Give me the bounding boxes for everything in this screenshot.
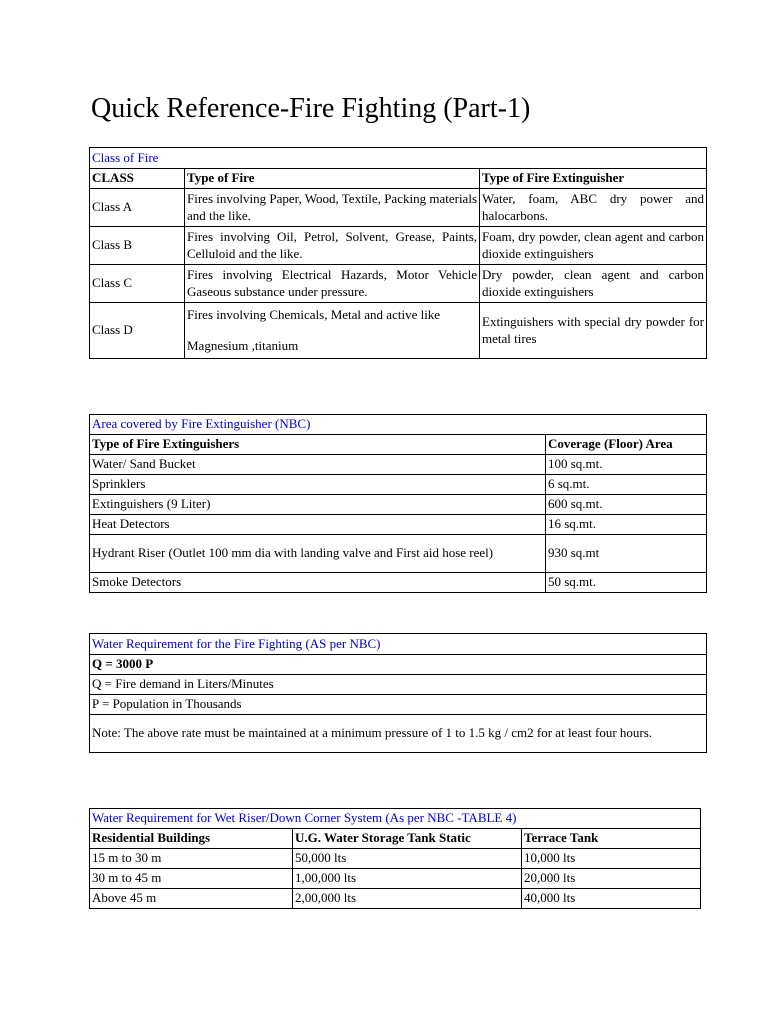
table-row	[90, 715, 707, 753]
definition-cell: P = Population in Thousands	[90, 695, 707, 715]
table-row	[90, 265, 707, 303]
wet-riser-table	[89, 808, 701, 909]
ug-tank-cell: 2,00,000 lts	[293, 889, 522, 909]
height-range-cell: Above 45 m	[90, 889, 293, 909]
table-row	[90, 303, 707, 359]
coverage-cell: 16 sq.mt.	[546, 515, 707, 535]
table-caption: Water Requirement for Wet Riser/Down Corner System (As per NBC -TABLE 4)	[90, 809, 701, 829]
table-row	[90, 573, 707, 593]
fire-type-line: Magnesium ,titanium	[187, 337, 299, 353]
table-row	[90, 495, 707, 515]
ug-tank-cell: 50,000 lts	[293, 849, 522, 869]
page-title: Quick Reference-Fire Fighting (Part-1)	[91, 93, 531, 124]
column-header: Residential Buildings	[90, 829, 293, 849]
fire-type-cell: Fires involving Electrical Hazards, Motor Vehicle Gaseous substance under pressure.	[185, 265, 480, 303]
area-coverage-table	[89, 414, 707, 593]
column-header: U.G. Water Storage Tank Static	[293, 829, 522, 849]
water-requirement-table	[89, 633, 707, 753]
extinguisher-type-cell: Smoke Detectors	[90, 573, 546, 593]
class-cell: Class B	[90, 227, 185, 265]
note-cell: Note: The above rate must be maintained at a minimum pressure of 1 to 1.5 kg / cm2 for at least four hours.	[90, 715, 707, 753]
class-cell: Class C	[90, 265, 185, 303]
extinguisher-type-cell: Water/ Sand Bucket	[90, 455, 546, 475]
extinguisher-type-cell: Sprinklers	[90, 475, 546, 495]
coverage-cell: 6 sq.mt.	[546, 475, 707, 495]
table-row	[90, 475, 707, 495]
table-row	[90, 869, 701, 889]
table-row	[90, 535, 707, 573]
table-caption: Area covered by Fire Extinguisher (NBC)	[90, 415, 707, 435]
height-range-cell: 30 m to 45 m	[90, 869, 293, 889]
extinguisher-cell: Extinguishers with special dry powder for metal tires	[480, 303, 707, 359]
table-row	[90, 189, 707, 227]
formula-cell: Q = 3000 P	[90, 655, 707, 675]
terrace-tank-cell: 40,000 lts	[522, 889, 701, 909]
table-row	[90, 695, 707, 715]
terrace-tank-cell: 10,000 lts	[522, 849, 701, 869]
table-caption: Water Requirement for the Fire Fighting (AS per NBC)	[90, 634, 707, 655]
column-header: Type of Fire Extinguishers	[90, 435, 546, 455]
table-row	[90, 515, 707, 535]
fire-type-line: Fires involving Chemicals, Metal and active like	[187, 306, 441, 322]
class-of-fire-table	[89, 147, 707, 359]
ug-tank-cell: 1,00,000 lts	[293, 869, 522, 889]
extinguisher-cell: Water, foam, ABC dry power and halocarbons.	[480, 189, 707, 227]
table-row	[90, 849, 701, 869]
column-header: Coverage (Floor) Area	[546, 435, 707, 455]
coverage-cell: 100 sq.mt.	[546, 455, 707, 475]
coverage-cell: 50 sq.mt.	[546, 573, 707, 593]
extinguisher-cell: Dry powder, clean agent and carbon dioxide extinguishers	[480, 265, 707, 303]
column-header: Type of Fire	[185, 169, 480, 189]
definition-cell: Q = Fire demand in Liters/Minutes	[90, 675, 707, 695]
coverage-cell: 930 sq.mt	[546, 535, 707, 573]
table-caption: Class of Fire	[90, 148, 707, 169]
fire-type-cell: Fires involving Oil, Petrol, Solvent, Grease, Paints, Celluloid and the like.	[185, 227, 480, 265]
class-cell: Class D	[90, 303, 185, 359]
table-row	[90, 675, 707, 695]
column-header: CLASS	[90, 169, 185, 189]
table-row	[90, 889, 701, 909]
table-row	[90, 455, 707, 475]
coverage-cell: 600 sq.mt.	[546, 495, 707, 515]
table-row	[90, 227, 707, 265]
column-header: Terrace Tank	[522, 829, 701, 849]
terrace-tank-cell: 20,000 lts	[522, 869, 701, 889]
column-header: Type of Fire Extinguisher	[480, 169, 707, 189]
class-cell: Class A	[90, 189, 185, 227]
fire-type-cell: Fires involving Paper, Wood, Textile, Packing materials and the like.	[185, 189, 480, 227]
extinguisher-cell: Foam, dry powder, clean agent and carbon dioxide extinguishers	[480, 227, 707, 265]
extinguisher-type-cell: Hydrant Riser (Outlet 100 mm dia with landing valve and First aid hose reel)	[90, 535, 546, 573]
fire-type-cell	[185, 303, 480, 359]
extinguisher-type-cell: Heat Detectors	[90, 515, 546, 535]
height-range-cell: 15 m to 30 m	[90, 849, 293, 869]
extinguisher-type-cell: Extinguishers (9 Liter)	[90, 495, 546, 515]
